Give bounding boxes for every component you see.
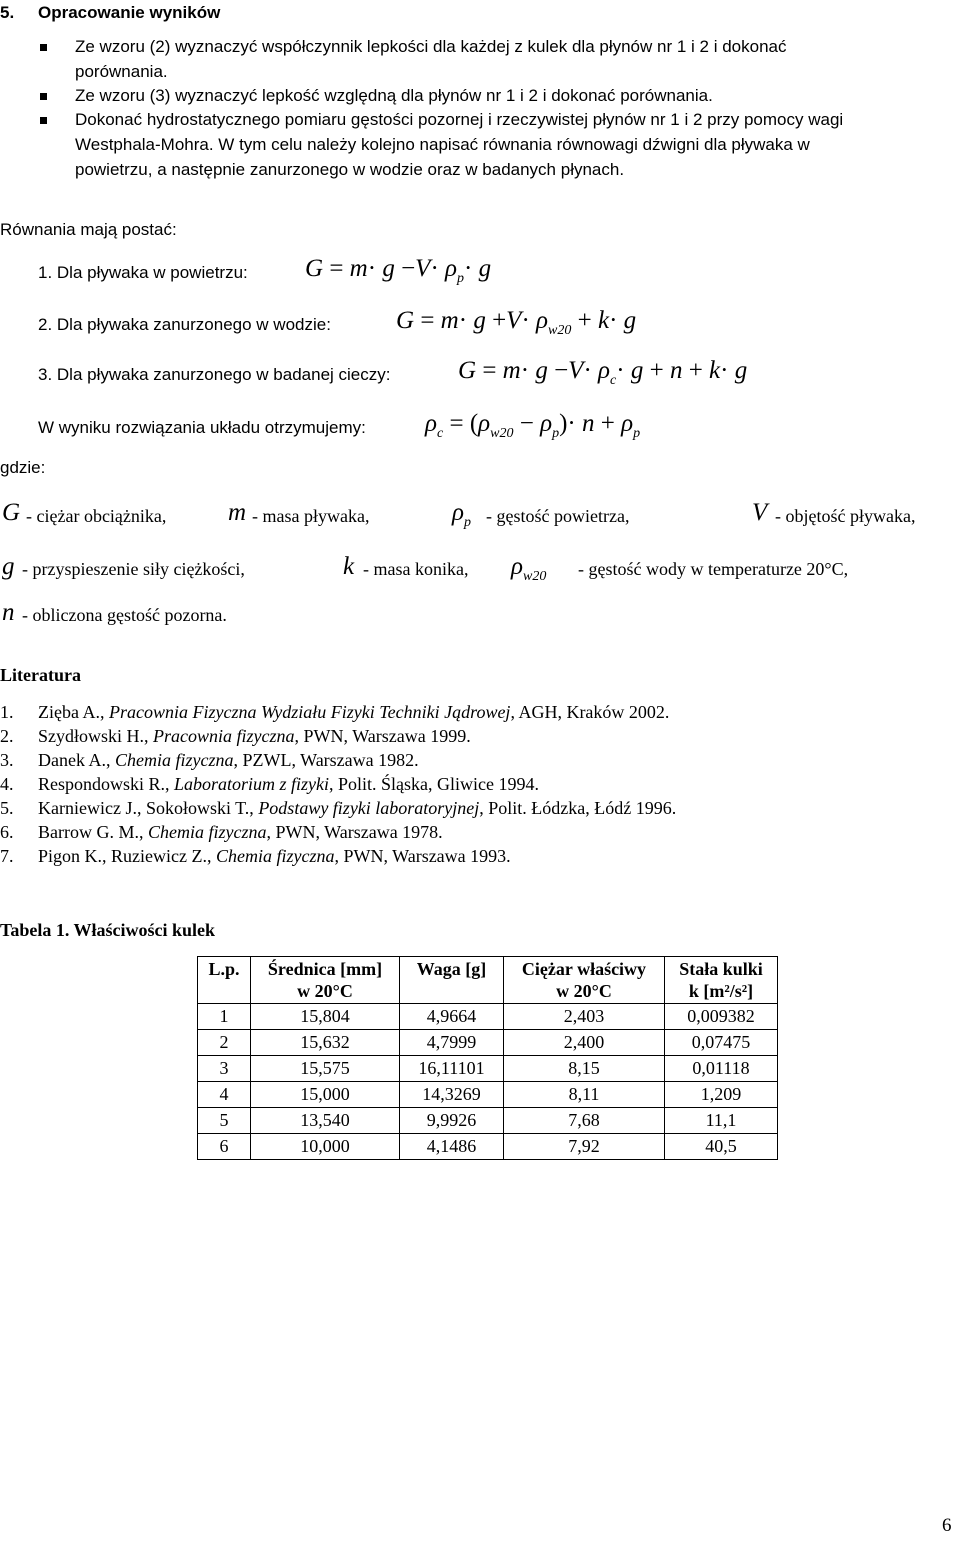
section-title: Opracowanie wyników xyxy=(38,3,221,22)
literature-item-5: 5. Karniewicz J., Sokołowski T., Podstawy fizyki laboratoryjnej, Polit. Łódzka, Łódź 1996. xyxy=(0,798,677,818)
definition-rho-p: - gęstość powietrza, xyxy=(486,506,630,526)
properties-table xyxy=(197,956,778,1160)
bullet-1-line-2: porównania. xyxy=(75,62,168,81)
where-label: gdzie: xyxy=(0,458,46,477)
bullet-3-line-1: Dokonać hydrostatycznego pomiaru gęstości pozornej i rzeczywistej płynów nr 1 i 2 przy pomocy wagi xyxy=(75,110,844,129)
symbol-k: k xyxy=(343,553,355,580)
symbol-n: n xyxy=(2,599,15,626)
bullet-3-line-2: Westphala-Mohra. W tym celu należy kolejno napisać równania równowagi dźwigni dla pływaka w xyxy=(75,135,810,154)
header-lp: L.p. xyxy=(198,957,251,1004)
equation-2-formula: $G = m\cdot g +V\cdot \rho_{w20} + k\cdot g$ xyxy=(396,307,637,338)
literature-item-2: 2. Szydłowski H., Pracownia fizyczna, PWN, Warszawa 1999. xyxy=(0,726,471,746)
symbol-rho-w20: $\rho_{w20}$ xyxy=(511,553,547,584)
definition-n: - obliczona gęstość pozorna. xyxy=(22,605,227,625)
equations-intro: Równania mają postać: xyxy=(0,220,177,239)
definition-G: - ciężar obciążnika, xyxy=(26,506,167,526)
header-diameter: Średnica [mm] w 20°C xyxy=(251,957,400,1004)
equation-1-label: 1. Dla pływaka w powietrzu: xyxy=(38,263,248,282)
bullet-square-icon xyxy=(40,117,47,124)
equation-1-formula: $G = m\cdot g -V\cdot \rho_p\cdot g$ xyxy=(305,255,492,286)
table-row: 4 15,000 14,3269 8,11 1,209 xyxy=(198,1082,778,1108)
symbol-G: G xyxy=(2,499,21,526)
page-number: 6 xyxy=(942,1515,952,1536)
result-formula: $\rho_c = (\rho_{w20} - \rho_p)\cdot n + \rho_p$ xyxy=(425,410,641,441)
table-row: 1 15,804 4,9664 2,403 0,009382 xyxy=(198,1004,778,1030)
bullet-square-icon xyxy=(40,44,47,51)
table-row: 2 15,632 4,7999 2,400 0,07475 xyxy=(198,1030,778,1056)
literature-item-7: 7. Pigon K., Ruziewicz Z., Chemia fizyczna, PWN, Warszawa 1993. xyxy=(0,846,511,866)
definition-m: - masa pływaka, xyxy=(252,506,370,526)
header-weight: Waga [g] xyxy=(400,957,504,1004)
literature-item-6: 6. Barrow G. M., Chemia fizyczna, PWN, Warszawa 1978. xyxy=(0,822,443,842)
header-specific-weight: Ciężar właściwy w 20°C xyxy=(504,957,665,1004)
equation-2-label: 2. Dla pływaka zanurzonego w wodzie: xyxy=(38,315,331,334)
symbol-rho-p: $\rho_p$ xyxy=(452,499,471,530)
table-row: 3 15,575 16,11101 8,15 0,01118 xyxy=(198,1056,778,1082)
literature-item-3: 3. Danek A., Chemia fizyczna, PZWL, Warszawa 1982. xyxy=(0,750,419,770)
bullet-3-line-3: powietrzu, a następnie zanurzonego w wodzie oraz w badanych płynach. xyxy=(75,160,625,179)
section-number: 5. xyxy=(0,3,15,22)
bullet-1-line-1: Ze wzoru (2) wyznaczyć współczynnik lepkości dla każdej z kulek dla płynów nr 1 i 2 i dokonać xyxy=(75,37,787,56)
bullet-square-icon xyxy=(40,93,47,100)
header-ball-constant: Stała kulki k [m²/s²] xyxy=(665,957,778,1004)
definition-k: - masa konika, xyxy=(363,559,469,579)
symbol-g: g xyxy=(2,553,15,580)
equation-3-label: 3. Dla pływaka zanurzonego w badanej cieczy: xyxy=(38,365,391,384)
table-header-row xyxy=(198,957,778,1004)
symbol-V: V xyxy=(752,499,768,526)
literature-item-4: 4. Respondowski R., Laboratorium z fizyki, Polit. Śląska, Gliwice 1994. xyxy=(0,774,540,794)
definition-rho-w20: - gęstość wody w temperaturze 20°C, xyxy=(578,559,849,579)
definition-g: - przyspieszenie siły ciężkości, xyxy=(22,559,245,579)
literature-item-1: 1. Zięba A., Pracownia Fizyczna Wydziału Fizyki Techniki Jądrowej, AGH, Kraków 2002. xyxy=(0,702,670,722)
table-caption: Tabela 1. Właściwości kulek xyxy=(0,920,216,940)
table-row: 5 13,540 9,9926 7,68 11,1 xyxy=(198,1108,778,1134)
equation-3-formula: $G = m\cdot g -V\cdot \rho_c\cdot g + n + k\cdot g$ xyxy=(458,357,748,388)
definition-V: - objętość pływaka, xyxy=(775,506,916,526)
result-label: W wyniku rozwiązania układu otrzymujemy: xyxy=(38,418,366,437)
bullet-2-line-1: Ze wzoru (3) wyznaczyć lepkość względną dla płynów nr 1 i 2 i dokonać porównania. xyxy=(75,86,713,105)
symbol-m: m xyxy=(228,499,247,526)
literature-heading: Literatura xyxy=(0,665,81,685)
table-row: 6 10,000 4,1486 7,92 40,5 xyxy=(198,1134,778,1160)
